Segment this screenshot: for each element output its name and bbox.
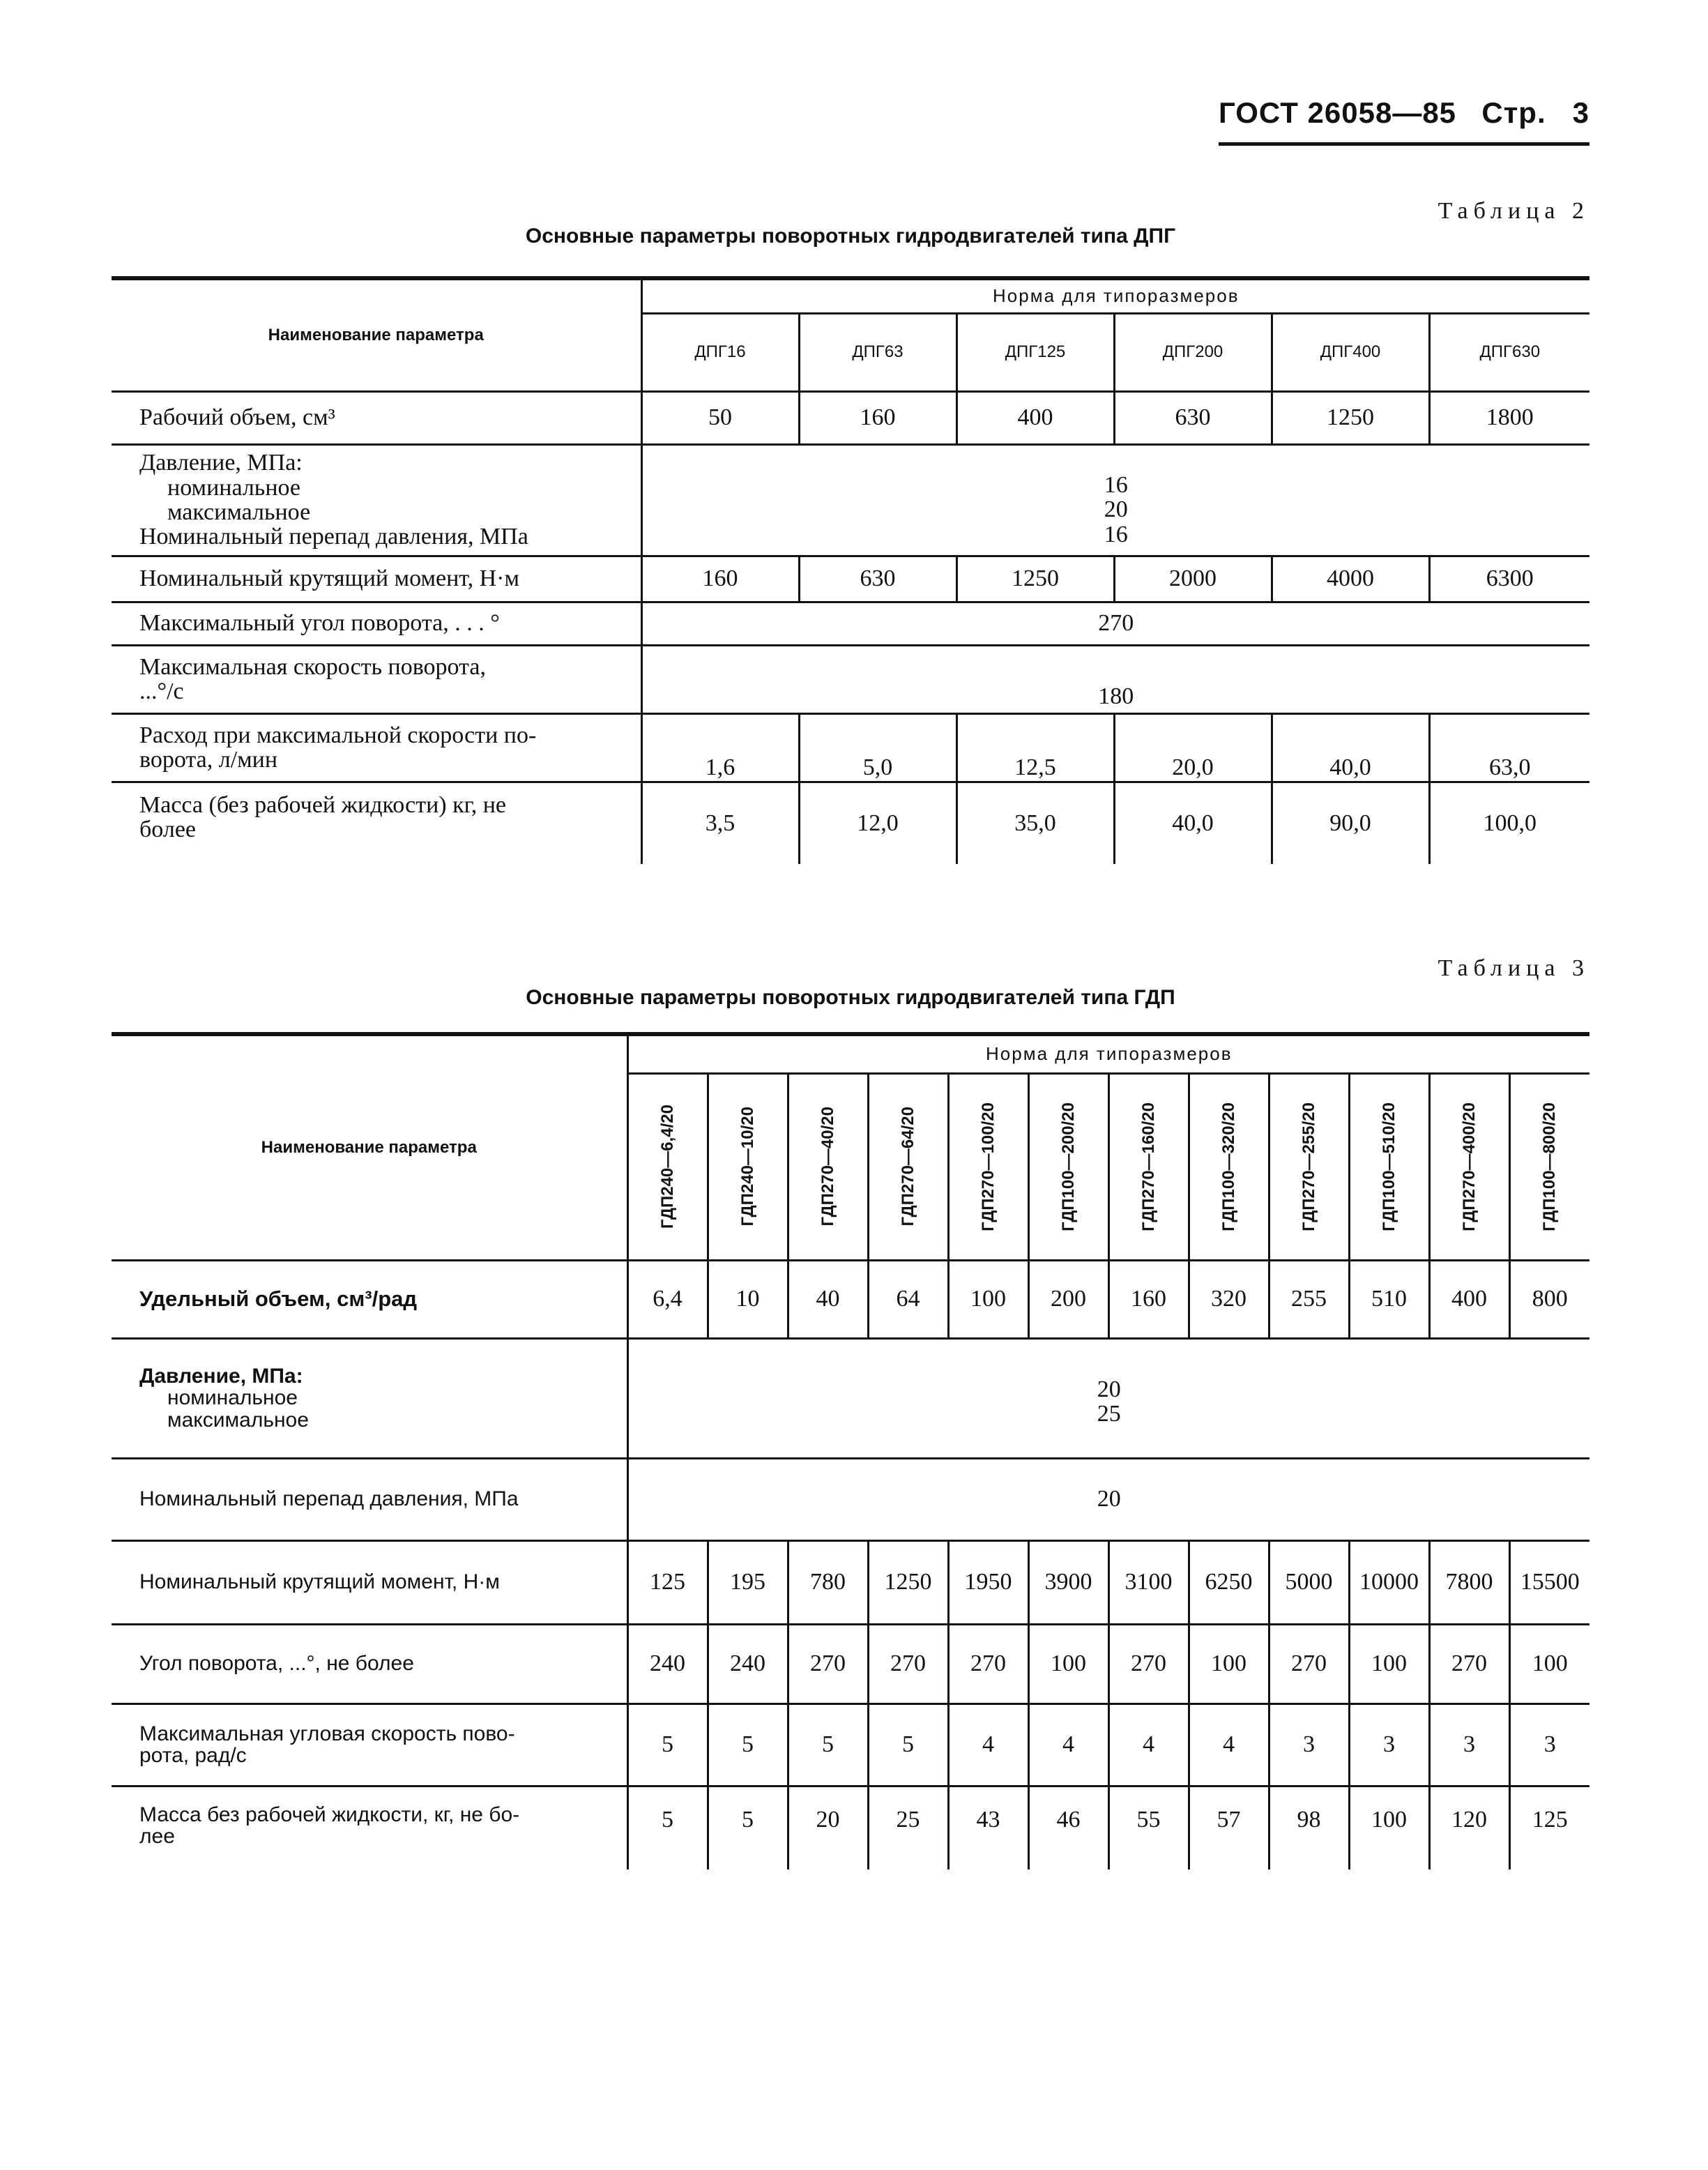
table2-size: ДПГ200 bbox=[1114, 313, 1272, 391]
table2-size: ДПГ125 bbox=[956, 313, 1114, 391]
cell: 780 bbox=[788, 1540, 868, 1624]
cell: 20,0 bbox=[1114, 713, 1272, 782]
cell: 1950 bbox=[948, 1540, 1028, 1624]
cell: 3100 bbox=[1108, 1540, 1189, 1624]
cell: 125 bbox=[627, 1540, 708, 1624]
table2-size: ДПГ630 bbox=[1429, 313, 1589, 391]
cell: 270 bbox=[1108, 1624, 1189, 1704]
cell: 120 bbox=[1429, 1786, 1509, 1869]
cell: 57 bbox=[1189, 1786, 1269, 1869]
cell: 160 bbox=[799, 391, 956, 444]
merged-cell: 180 bbox=[641, 645, 1589, 713]
cell: 400 bbox=[956, 391, 1114, 444]
cell: 46 bbox=[1028, 1786, 1108, 1869]
cell: 100 bbox=[1349, 1624, 1429, 1704]
table3-row-spec-volume bbox=[112, 1260, 1589, 1338]
table2-size: ДПГ400 bbox=[1272, 313, 1429, 391]
cell: 40 bbox=[788, 1260, 868, 1338]
cell: 50 bbox=[641, 391, 799, 444]
cell: 100 bbox=[1349, 1786, 1429, 1869]
table2-label: Таблица 2 bbox=[1438, 198, 1589, 224]
cell: 400 bbox=[1429, 1260, 1509, 1338]
table2-row-volume bbox=[112, 391, 1589, 444]
table3-row-mass bbox=[112, 1786, 1589, 1869]
table3-row-angle bbox=[112, 1624, 1589, 1704]
page-header bbox=[1219, 96, 1589, 130]
row-label: Номинальный крутящий момент, Н·м bbox=[112, 1540, 627, 1624]
cell: 240 bbox=[708, 1624, 788, 1704]
cell: 90,0 bbox=[1272, 782, 1429, 864]
cell: 1250 bbox=[1272, 391, 1429, 444]
row-label: Давление, МПа: номинальное максимальное bbox=[112, 1338, 627, 1458]
cell: 3 bbox=[1509, 1704, 1589, 1786]
row-label: Масса без рабочей жидкости, кг, не бо- лее bbox=[112, 1786, 627, 1869]
cell: 3 bbox=[1349, 1704, 1429, 1786]
cell: 4 bbox=[948, 1704, 1028, 1786]
cell: 20 bbox=[788, 1786, 868, 1869]
table3-size: ГДП270—40/20 bbox=[818, 1107, 837, 1227]
table3-size: ГДП270—160/20 bbox=[1138, 1102, 1158, 1231]
table3-size: ГДП100—200/20 bbox=[1058, 1102, 1078, 1231]
table2-row-angle bbox=[112, 602, 1589, 645]
cell: 1250 bbox=[956, 556, 1114, 602]
cell: 6,4 bbox=[627, 1260, 708, 1338]
page-label: Стр. 3 bbox=[1481, 96, 1589, 129]
table3-size: ГДП270—100/20 bbox=[978, 1102, 998, 1231]
cell: 270 bbox=[788, 1624, 868, 1704]
table2-row-pressure bbox=[112, 444, 1589, 556]
cell: 160 bbox=[641, 556, 799, 602]
cell: 1800 bbox=[1429, 391, 1589, 444]
cell: 125 bbox=[1509, 1786, 1589, 1869]
table3-size: ГДП100—510/20 bbox=[1379, 1102, 1398, 1231]
cell: 3 bbox=[1429, 1704, 1509, 1786]
cell: 5 bbox=[627, 1786, 708, 1869]
cell: 100 bbox=[948, 1260, 1028, 1338]
table2-row-speed bbox=[112, 645, 1589, 713]
cell: 63,0 bbox=[1429, 713, 1589, 782]
cell: 800 bbox=[1509, 1260, 1589, 1338]
cell: 100 bbox=[1189, 1624, 1269, 1704]
table2-row-flow bbox=[112, 713, 1589, 782]
table3 bbox=[112, 1032, 1589, 1869]
cell: 4 bbox=[1108, 1704, 1189, 1786]
table2-caption: Основные параметры поворотных гидродвигателей типа ДПГ bbox=[525, 225, 1176, 248]
table3-param-header: Наименование параметра bbox=[112, 1034, 627, 1260]
cell: 10 bbox=[708, 1260, 788, 1338]
row-label: Номинальный крутящий момент, Н·м bbox=[112, 556, 641, 602]
table2-size: ДПГ63 bbox=[799, 313, 956, 391]
cell: 5 bbox=[868, 1704, 948, 1786]
cell: 2000 bbox=[1114, 556, 1272, 602]
cell: 55 bbox=[1108, 1786, 1189, 1869]
table3-row-torque bbox=[112, 1540, 1589, 1624]
table3-size: ГДП240—10/20 bbox=[738, 1107, 757, 1227]
cell: 4 bbox=[1189, 1704, 1269, 1786]
document-id: ГОСТ 26058—85 bbox=[1219, 96, 1457, 129]
cell: 6300 bbox=[1429, 556, 1589, 602]
cell: 5000 bbox=[1269, 1540, 1349, 1624]
row-label: Масса (без рабочей жидкости) кг, не более bbox=[112, 782, 641, 864]
table3-size: ГДП270—400/20 bbox=[1459, 1102, 1479, 1231]
table3-row-diff bbox=[112, 1458, 1589, 1540]
merged-cell: 270 bbox=[641, 602, 1589, 645]
table3-row-ang-speed bbox=[112, 1704, 1589, 1786]
cell: 270 bbox=[1269, 1624, 1349, 1704]
cell: 3900 bbox=[1028, 1540, 1108, 1624]
table3-norm-header: Норма для типоразмеров bbox=[627, 1034, 1589, 1073]
table3-caption: Основные параметры поворотных гидродвигателей типа ГДП bbox=[526, 986, 1175, 1009]
row-label: Расход при максимальной скорости по- ворота, л/мин bbox=[112, 713, 641, 782]
cell: 270 bbox=[1429, 1624, 1509, 1704]
cell: 160 bbox=[1108, 1260, 1189, 1338]
merged-cell: 20 bbox=[627, 1458, 1589, 1540]
cell: 3 bbox=[1269, 1704, 1349, 1786]
table3-size: ГДП270—255/20 bbox=[1299, 1102, 1318, 1231]
cell: 12,0 bbox=[799, 782, 956, 864]
table3-size: ГДП270—64/20 bbox=[898, 1107, 917, 1227]
cell: 7800 bbox=[1429, 1540, 1509, 1624]
merged-cell: 16 20 16 bbox=[641, 444, 1589, 556]
cell: 64 bbox=[868, 1260, 948, 1338]
row-label: Рабочий объем, см³ bbox=[112, 391, 641, 444]
cell: 200 bbox=[1028, 1260, 1108, 1338]
cell: 98 bbox=[1269, 1786, 1349, 1869]
cell: 25 bbox=[868, 1786, 948, 1869]
table2-row-torque bbox=[112, 556, 1589, 602]
row-label: Номинальный перепад давления, МПа bbox=[112, 1458, 627, 1540]
cell: 10000 bbox=[1349, 1540, 1429, 1624]
table3-size: ГДП100—320/20 bbox=[1219, 1102, 1238, 1231]
cell: 1250 bbox=[868, 1540, 948, 1624]
cell: 100 bbox=[1509, 1624, 1589, 1704]
cell: 270 bbox=[868, 1624, 948, 1704]
table3-size: ГДП100—800/20 bbox=[1540, 1102, 1560, 1231]
table2-size: ДПГ16 bbox=[694, 342, 746, 361]
header-rule bbox=[1219, 142, 1589, 146]
cell: 3,5 bbox=[641, 782, 799, 864]
cell: 630 bbox=[799, 556, 956, 602]
cell: 35,0 bbox=[956, 782, 1114, 864]
cell: 40,0 bbox=[1272, 713, 1429, 782]
table2 bbox=[112, 276, 1589, 864]
row-label: Угол поворота, ...°, не более bbox=[112, 1624, 627, 1704]
cell: 255 bbox=[1269, 1260, 1349, 1338]
table3-label: Таблица 3 bbox=[1438, 955, 1589, 981]
cell: 320 bbox=[1189, 1260, 1269, 1338]
merged-cell: 20 25 bbox=[627, 1338, 1589, 1458]
cell: 6250 bbox=[1189, 1540, 1269, 1624]
cell: 15500 bbox=[1509, 1540, 1589, 1624]
table2-norm-header: Норма для типоразмеров bbox=[641, 278, 1589, 313]
cell: 5,0 bbox=[799, 713, 956, 782]
cell: 40,0 bbox=[1114, 782, 1272, 864]
row-label: Удельный объем, см³/рад bbox=[112, 1260, 627, 1338]
row-label: Максимальная скорость поворота, ...°/с bbox=[112, 645, 641, 713]
cell: 4000 bbox=[1272, 556, 1429, 602]
table2-param-header: Наименование параметра bbox=[112, 278, 641, 391]
row-label: Давление, МПа: номинальное максимальное Номинальный перепад давления, МПа bbox=[112, 444, 641, 556]
cell: 630 bbox=[1114, 391, 1272, 444]
table3-row-pressure bbox=[112, 1338, 1589, 1458]
cell: 5 bbox=[708, 1786, 788, 1869]
cell: 12,5 bbox=[956, 713, 1114, 782]
cell: 195 bbox=[708, 1540, 788, 1624]
cell: 100 bbox=[1028, 1624, 1108, 1704]
table3-size: ГДП240—6,4/20 bbox=[657, 1104, 677, 1229]
table2-row-mass bbox=[112, 782, 1589, 864]
row-label: Максимальная угловая скорость пово- рота, рад/с bbox=[112, 1704, 627, 1786]
cell: 100,0 bbox=[1429, 782, 1589, 864]
cell: 510 bbox=[1349, 1260, 1429, 1338]
cell: 5 bbox=[627, 1704, 708, 1786]
row-label: Максимальный угол поворота, . . . ° bbox=[112, 602, 641, 645]
cell: 5 bbox=[788, 1704, 868, 1786]
cell: 240 bbox=[627, 1624, 708, 1704]
cell: 1,6 bbox=[641, 713, 799, 782]
cell: 5 bbox=[708, 1704, 788, 1786]
cell: 43 bbox=[948, 1786, 1028, 1869]
cell: 270 bbox=[948, 1624, 1028, 1704]
cell: 4 bbox=[1028, 1704, 1108, 1786]
